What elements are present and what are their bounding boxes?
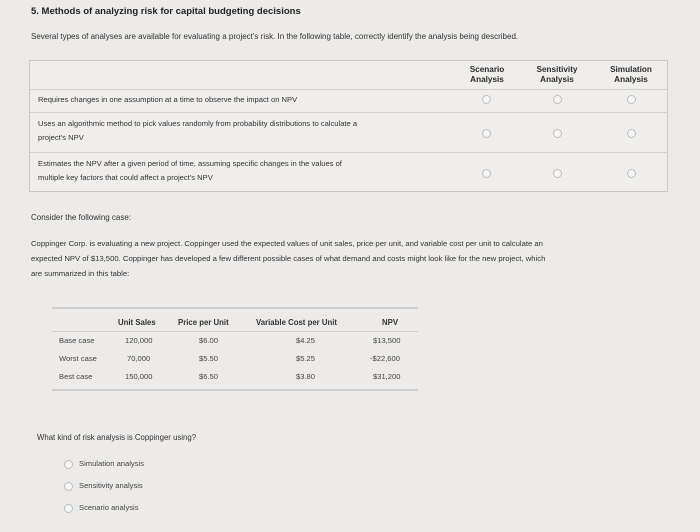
radio-row1-simulation[interactable] (627, 95, 636, 104)
case-summary-table (52, 307, 418, 391)
identify-analysis-table (29, 60, 668, 192)
case-description: Coppinger Corp. is evaluating a new project. Coppinger used the expected values of unit sales, price per unit, and variable cost per unit to calculate an expected NPV of $13,500. Coppinger has developed a few different possible cases of what demand and costs might look like for the new project, which are summarized in this table: (31, 239, 546, 278)
table-row (30, 89, 667, 113)
row-description: Estimates the NPV after a given period of time, assuming specific changes in the values of multiple key factors that could affect a project's NPV (38, 159, 342, 182)
header-price-per-unit: Price per Unit (178, 318, 229, 327)
column-header-simulation: Simulation Analysis (610, 65, 652, 84)
radio-row2-sensitivity[interactable] (553, 129, 562, 138)
header-rule (52, 331, 418, 332)
cell-price: $6.00 (199, 336, 219, 345)
table-bottom-rule (52, 389, 418, 391)
radio-row3-scenario[interactable] (482, 169, 491, 178)
cell-variable-cost: $4.25 (296, 336, 316, 345)
radio-row3-sensitivity[interactable] (553, 169, 562, 178)
table-row (30, 153, 667, 191)
row-label-best: Best case (59, 372, 93, 381)
cell-unit-sales: 150,000 (125, 372, 153, 381)
radio-row2-scenario[interactable] (482, 129, 491, 138)
radio-row3-simulation[interactable] (627, 169, 636, 178)
row-description: Requires changes in one assumption at a time to observe the impact on NPV (38, 95, 298, 104)
cell-npv: -$22,600 (370, 354, 400, 363)
risk-question-prompt: What kind of risk analysis is Coppinger using? (37, 433, 197, 442)
row-label-worst: Worst case (59, 354, 97, 363)
row-description: Uses an algorithmic method to pick values randomly from probability distributions to calculate a project's NPV (38, 119, 358, 142)
column-header-sensitivity: Sensitivity Analysis (536, 65, 578, 84)
cell-npv: $13,500 (373, 336, 401, 345)
header-unit-sales: Unit Sales (118, 318, 156, 327)
radio-row1-sensitivity[interactable] (553, 95, 562, 104)
cell-price: $5.50 (199, 354, 219, 363)
radio-option-sensitivity[interactable] (64, 482, 73, 491)
option-label[interactable]: Simulation analysis (79, 459, 144, 468)
cell-unit-sales: 70,000 (127, 354, 151, 363)
column-header-scenario: Scenario Analysis (469, 65, 505, 84)
row-label-base: Base case (59, 336, 95, 345)
cell-price: $6.50 (199, 372, 219, 381)
option-label[interactable]: Scenario analysis (79, 503, 139, 512)
option-label[interactable]: Sensitivity analysis (79, 481, 143, 490)
table-header-row (30, 61, 667, 90)
radio-row1-scenario[interactable] (482, 95, 491, 104)
header-npv: NPV (382, 318, 399, 327)
cell-variable-cost: $5.25 (296, 354, 316, 363)
cell-npv: $31,200 (373, 372, 401, 381)
question-intro: Several types of analyses are available for evaluating a project's risk. In the following table, correctly identify the analysis being described. (31, 32, 519, 41)
radio-option-simulation[interactable] (64, 460, 73, 469)
question-title: 5. Methods of analyzing risk for capital budgeting decisions (31, 6, 301, 17)
cell-variable-cost: $3.80 (296, 372, 316, 381)
cell-unit-sales: 120,000 (125, 336, 153, 345)
table-row (30, 113, 667, 153)
table-top-rule (52, 307, 418, 309)
radio-option-scenario[interactable] (64, 504, 73, 513)
radio-row2-simulation[interactable] (627, 129, 636, 138)
header-variable-cost: Variable Cost per Unit (256, 318, 338, 327)
case-heading: Consider the following case: (31, 213, 132, 222)
